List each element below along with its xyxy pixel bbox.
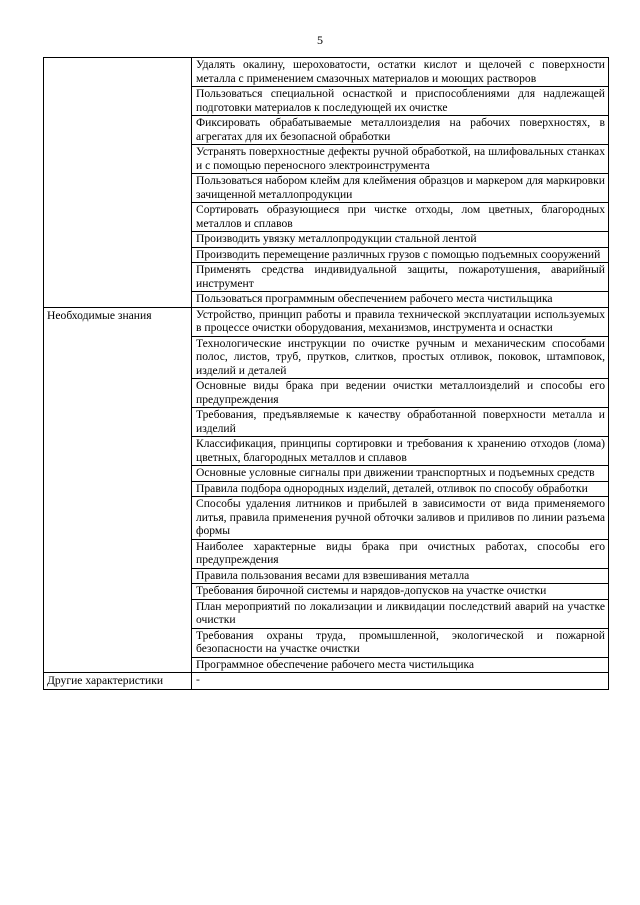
list-item: Правила подбора однородных изделий, деталей, отливок по способу обработки bbox=[192, 482, 608, 498]
list-item: Требования охраны труда, промышленной, экологической и пожарной безопасности на участке очистки bbox=[192, 629, 608, 658]
list-item: Пользоваться набором клейм для клеймения образцов и маркером для маркировки зачищенной металлопродукции bbox=[192, 174, 608, 203]
list-item: Применять средства индивидуальной защиты, пожаротушения, аварийный инструмент bbox=[192, 263, 608, 292]
knowledge-cell bbox=[192, 307, 609, 673]
list-item: Программное обеспечение рабочего места чистильщика bbox=[196, 657, 475, 671]
list-item: Основные условные сигналы при движении транспортных и подъемных средств bbox=[192, 466, 608, 482]
list-item: Основные виды брака при ведении очистки металлоизделий и способы его предупреждения bbox=[192, 379, 608, 408]
list-item: Способы удаления литников и прибылей в зависимости от вида применяемого литья, правила применения ручной обточки заливов и приливов по линии разъема формы bbox=[192, 497, 608, 540]
list-item: Технологические инструкции по очистке ручным и механическим способами полос, листов, труб, прутков, слитков, простых отливок, поковок, штамповок, изделий и деталей bbox=[192, 337, 608, 380]
knowledge-list bbox=[192, 308, 608, 673]
list-item: Устройство, принцип работы и правила технической эксплуатации используемых в процессе очистки оборудования, механизмов, инструмента и оснастки bbox=[192, 308, 608, 337]
list-item: Правила пользования весами для взвешивания металла bbox=[192, 569, 608, 585]
other-value: - bbox=[192, 673, 609, 690]
knowledge-label: Необходимые знания bbox=[44, 307, 192, 673]
other-label: Другие характеристики bbox=[44, 673, 192, 690]
table-row bbox=[44, 58, 609, 308]
list-item: Пользоваться программным обеспечением рабочего места чистильщика bbox=[196, 292, 553, 305]
list-item: Устранять поверхностные дефекты ручной обработкой, на шлифовальных станках и с помощью переносного электроинструмента bbox=[192, 145, 608, 174]
list-item: Требования бирочной системы и нарядов-допусков на участке очистки bbox=[192, 584, 608, 600]
skills-label-cell bbox=[44, 58, 192, 308]
list-item: Сортировать образующиеся при чистке отходы, лом цветных, благородных металлов и сплавов bbox=[192, 203, 608, 232]
characteristics-table bbox=[43, 57, 609, 690]
list-item: Удалять окалину, шероховатости, остатки кислот и щелочей с поверхности металла с применением смазочных материалов и моющих растворов bbox=[192, 58, 608, 87]
list-item: Пользоваться специальной оснасткой и приспособлениями для надлежащей подготовки материалов к последующей их очистке bbox=[192, 87, 608, 116]
list-item: Требования, предъявляемые к качеству обработанной поверхности металла и изделий bbox=[192, 408, 608, 437]
list-item: Производить увязку металлопродукции стальной лентой bbox=[192, 232, 608, 248]
page-number: 5 bbox=[317, 33, 323, 47]
list-item: Фиксировать обрабатываемые металлоизделия на рабочих поверхностях, в агрегатах для их безопасной обработки bbox=[192, 116, 608, 145]
table-row bbox=[44, 307, 609, 673]
list-item: Классификация, принципы сортировки и требования к хранению отходов (лома) цветных, благородных металлов и сплавов bbox=[192, 437, 608, 466]
list-item: Наиболее характерные виды брака при очистных работах, способы его предупреждения bbox=[192, 540, 608, 569]
skills-cell bbox=[192, 58, 609, 308]
list-item: Производить перемещение различных грузов с помощью подъемных сооружений bbox=[192, 248, 608, 264]
table-row bbox=[44, 673, 609, 690]
skills-list bbox=[192, 58, 608, 307]
list-item: План мероприятий по локализации и ликвидации последствий аварий на участке очистки bbox=[192, 600, 608, 629]
